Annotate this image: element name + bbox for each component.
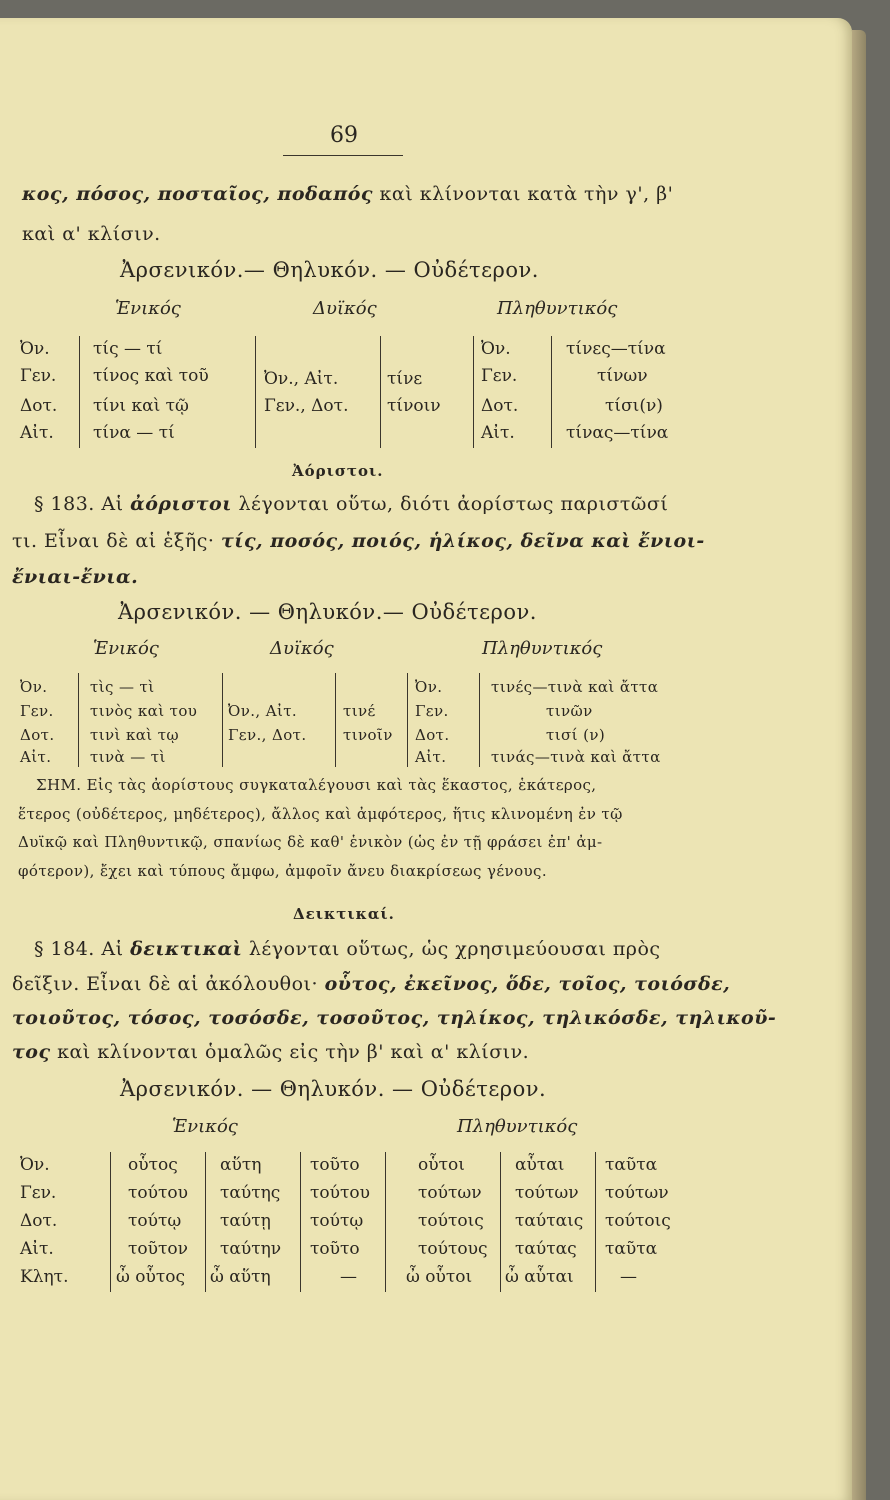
table3-sg-fem: ταύτην <box>220 1239 282 1259</box>
table1-dual-case: Ὀν., Αἰτ. <box>264 369 339 389</box>
section-heading-aoristoi: Ἀόριστοι. <box>292 462 384 480</box>
table3-sg-fem: ταύτῃ <box>220 1211 271 1231</box>
para-184-line-1 <box>34 938 661 960</box>
table2-case: Γεν. <box>20 702 54 720</box>
para-183-text: τι. Εἶναι δὲ αἱ ἑξῆς· <box>12 530 215 552</box>
para-183-italic: ἀόριστοι <box>130 493 232 515</box>
para-184-text: δεῖξιν. Εἶναι δὲ αἱ ἀκόλουθοι· <box>12 973 319 995</box>
table1-header-dual: Δυϊκός <box>313 298 377 319</box>
table1-plural-form: τίνων <box>597 366 648 386</box>
table1-case: Δοτ. <box>20 396 58 416</box>
table1-divider <box>79 336 80 448</box>
table1-dual-form: τίνοιν <box>387 396 441 416</box>
table1-singular-form: τίνα — τί <box>93 423 175 443</box>
table3-header-singular: Ἑνικός <box>172 1116 238 1137</box>
table1-divider <box>473 336 474 448</box>
table2-plural-form: τινῶν <box>546 702 593 720</box>
table1-case: Αἰτ. <box>20 423 54 443</box>
table3-sg-fem: ταύτης <box>220 1183 281 1203</box>
para-184-italic: οὗτος, ἐκεῖνος, ὅδε, τοῖος, τοιόσδε, <box>324 973 731 995</box>
note-line-4: φότερον), ἔχει καὶ τύπους ἄμφω, ἀμφοῖν ἄνευ διακρίσεως γένους. <box>18 862 547 880</box>
note-line-3: Δυϊκῷ καὶ Πληθυντικῷ, σπανίως δὲ καθ' ἑνικὸν (ὡς ἐν τῇ φράσει ἐπ' ἀμ- <box>18 833 603 851</box>
table2-case: Αἰτ. <box>20 748 52 766</box>
table1-plural-form: τίσι(ν) <box>605 396 663 416</box>
table2-divider <box>335 673 336 767</box>
table2-plural-case: Αἰτ. <box>415 748 447 766</box>
para-183-line-2 <box>12 530 705 552</box>
table1-plural-case: Γεν. <box>481 366 518 386</box>
table3-divider <box>205 1152 206 1292</box>
table3-sg-masc: ὦ οὗτος <box>116 1267 185 1287</box>
table3-pl-masc: ὦ οὗτοι <box>406 1267 473 1287</box>
table1-case: Ὀν. <box>20 339 50 359</box>
table3-pl-masc: οὗτοι <box>418 1155 465 1175</box>
table3-pl-masc: τούτους <box>418 1239 488 1259</box>
page-number: 69 <box>330 123 358 148</box>
table3-pl-neut: ταῦτα <box>605 1239 658 1259</box>
intro-italic-words: κος, πόσος, ποσταῖος, ποδαπός <box>22 183 373 205</box>
table3-pl-fem: ταύτας <box>515 1239 577 1259</box>
table2-plural-form: τινές—τινὰ καὶ ἄττα <box>491 678 659 696</box>
page-edge <box>852 30 866 1500</box>
table2-divider <box>407 673 408 767</box>
para-183-line-3 <box>12 566 138 588</box>
table2-dual-case: Ὀν., Αἰτ. <box>228 702 298 720</box>
table3-sg-neut: τοῦτο <box>310 1155 360 1175</box>
table2-plural-case: Ὀν. <box>415 678 443 696</box>
table1-header-singular: Ἑνικός <box>115 298 181 319</box>
para-184-line-3 <box>12 1007 776 1029</box>
intro-line-1 <box>22 183 673 205</box>
para-184-italic: τος <box>12 1041 51 1063</box>
table1-singular-form: τίνος καὶ τοῦ <box>93 366 209 386</box>
table1-header-plural: Πληθυντικός <box>497 298 618 319</box>
table3-divider <box>110 1152 111 1292</box>
table2-plural-form: τισί (ν) <box>546 726 606 744</box>
table1-plural-case: Αἰτ. <box>481 423 515 443</box>
table2-case: Δοτ. <box>20 726 55 744</box>
table2-singular-form: τινὶ καὶ τῳ <box>90 726 180 744</box>
table3-divider <box>595 1152 596 1292</box>
para-184-text: § 184. Αἱ <box>34 938 124 960</box>
table3-pl-fem: τούτων <box>515 1183 579 1203</box>
gender-heading-1: Ἀρσενικόν.— Θηλυκόν. — Οὐδέτερον. <box>120 258 539 282</box>
table3-pl-fem: αὗται <box>515 1155 565 1175</box>
table2-singular-form: τινὸς καὶ του <box>90 702 198 720</box>
table3-case: Κλητ. <box>20 1267 69 1287</box>
intro-line-2: καὶ α' κλίσιν. <box>22 223 161 245</box>
table2-singular-form: τινὰ — τὶ <box>90 748 166 766</box>
note-line-2: ἕτερος (οὐδέτερος, μηδέτερος), ἄλλος καὶ ἀμφότερος, ἥτις κλινομένη ἐν τῷ <box>18 805 623 823</box>
table2-dual-form: τινοῖν <box>343 726 393 744</box>
para-183-text: λέγονται οὕτω, διότι ἀορίστως παριστῶσί <box>238 493 669 515</box>
table3-sg-masc: τοῦτον <box>128 1239 188 1259</box>
para-184-text: καὶ κλίνονται ὁμαλῶς εἰς τὴν β' καὶ α' κλίσιν. <box>57 1041 530 1063</box>
table1-singular-form: τίς — τί <box>93 339 163 359</box>
table2-header-dual: Δυϊκός <box>270 638 334 659</box>
table3-sg-fem: ὦ αὕτη <box>210 1267 271 1287</box>
table2-dual-form: τινέ <box>343 702 376 720</box>
para-183-italic: ἔνιαι-ἔνια. <box>12 566 139 588</box>
table2-dual-case: Γεν., Δοτ. <box>228 726 307 744</box>
table3-pl-fem: ὦ αὗται <box>505 1267 574 1287</box>
table1-case: Γεν. <box>20 366 57 386</box>
table2-divider <box>479 673 480 767</box>
table3-sg-masc: τούτῳ <box>128 1211 182 1231</box>
page-number-rule <box>283 155 403 156</box>
table2-header-plural: Πληθυντικός <box>482 638 603 659</box>
para-184-italic: τοιοῦτος, τόσος, τοσόσδε, τοσοῦτος, τηλίκος, τηλικόσδε, τηλικοῦ- <box>12 1007 777 1029</box>
table1-plural-case: Ὀν. <box>481 339 511 359</box>
table3-sg-masc: οὗτος <box>128 1155 178 1175</box>
table1-divider <box>551 336 552 448</box>
table1-plural-form: τίνες—τίνα <box>566 339 666 359</box>
intro-rest: καὶ κλίνονται κατὰ τὴν γ', β' <box>379 183 674 205</box>
table1-dual-form: τίνε <box>387 369 423 389</box>
para-184-italic: δεικτικαὶ <box>130 938 243 960</box>
table1-dual-case: Γεν., Δοτ. <box>264 396 349 416</box>
table2-plural-form: τινάς—τινὰ καὶ ἄττα <box>491 748 661 766</box>
table2-plural-case: Δοτ. <box>415 726 450 744</box>
table3-sg-neut: τοῦτο <box>310 1239 360 1259</box>
table3-case: Δοτ. <box>20 1211 58 1231</box>
para-183-text: § 183. Αἱ <box>34 493 124 515</box>
table3-pl-neut: — <box>620 1267 637 1287</box>
para-183-italic: τίς, ποσός, ποιός, ἡλίκος, δεῖνα καὶ ἔνιοι- <box>221 530 705 552</box>
table2-header-singular: Ἑνικός <box>93 638 159 659</box>
table3-case: Αἰτ. <box>20 1239 54 1259</box>
table3-divider <box>500 1152 501 1292</box>
table3-pl-neut: τούτων <box>605 1183 669 1203</box>
table3-sg-fem: αὕτη <box>220 1155 262 1175</box>
table3-case: Γεν. <box>20 1183 57 1203</box>
table3-sg-neut: — <box>340 1267 357 1287</box>
table3-pl-masc: τούτοις <box>418 1211 484 1231</box>
table3-sg-neut: τούτου <box>310 1183 370 1203</box>
table3-header-plural: Πληθυντικός <box>457 1116 578 1137</box>
table3-pl-masc: τούτων <box>418 1183 482 1203</box>
para-184-text: λέγονται οὕτως, ὡς χρησιμεύουσαι πρὸς <box>248 938 661 960</box>
table3-sg-masc: τούτου <box>128 1183 188 1203</box>
table3-sg-neut: τούτῳ <box>310 1211 364 1231</box>
table2-plural-case: Γεν. <box>415 702 449 720</box>
gender-heading-2: Ἀρσενικόν. — Θηλυκόν.— Οὐδέτερον. <box>118 600 537 624</box>
table3-divider <box>385 1152 386 1292</box>
para-184-line-4 <box>12 1041 529 1063</box>
table3-pl-fem: ταύταις <box>515 1211 584 1231</box>
table3-divider <box>300 1152 301 1292</box>
table1-divider <box>255 336 256 448</box>
para-183-line-1 <box>34 493 668 515</box>
table2-case: Ὀν. <box>20 678 48 696</box>
table2-divider <box>222 673 223 767</box>
section-heading-deiktikai: Δεικτικαί. <box>293 905 395 923</box>
para-184-line-2 <box>12 973 730 995</box>
table1-plural-form: τίνας—τίνα <box>566 423 669 443</box>
table3-pl-neut: ταῦτα <box>605 1155 658 1175</box>
table2-divider <box>78 673 79 767</box>
gender-heading-3: Ἀρσενικόν. — Θηλυκόν. — Οὐδέτερον. <box>120 1077 547 1101</box>
table3-pl-neut: τούτοις <box>605 1211 671 1231</box>
table1-plural-case: Δοτ. <box>481 396 519 416</box>
note-line-1: ΣΗΜ. Εἰς τὰς ἀορίστους συγκαταλέγουσι καὶ τὰς ἕκαστος, ἑκάτερος, <box>36 776 597 794</box>
table2-singular-form: τὶς — τὶ <box>90 678 155 696</box>
table1-divider <box>380 336 381 448</box>
table3-case: Ὀν. <box>20 1155 50 1175</box>
table1-singular-form: τίνι καὶ τῷ <box>93 396 189 416</box>
